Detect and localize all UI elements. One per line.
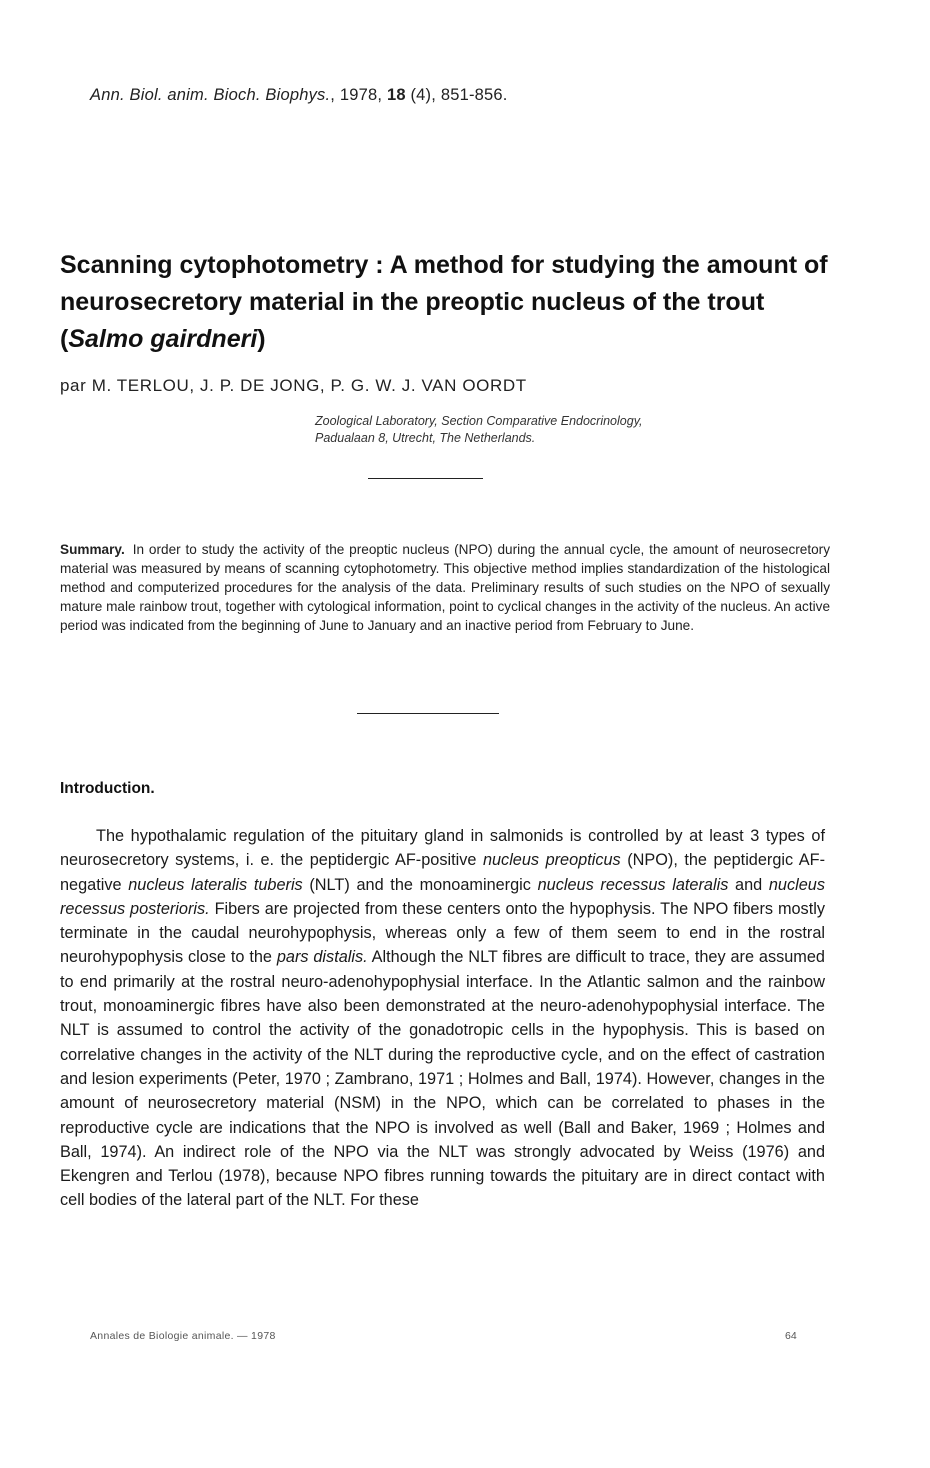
introduction-paragraph bbox=[60, 824, 825, 1213]
summary-paragraph bbox=[60, 540, 830, 635]
author-list: par M. TERLOU, J. P. DE JONG, P. G. W. J. VAN OORDT bbox=[60, 376, 527, 395]
affiliation-line-1: Zoological Laboratory, Section Comparative Endocrinology, bbox=[315, 414, 643, 428]
intro-term-5: pars distalis. bbox=[276, 948, 368, 967]
intro-text-6: Although the NLT fibres are difficult to trace, they are assumed to end primarily at the rostral neuro-adenohypophysial interface. In the Atlantic salmon and the rainbow trout, monoaminergic fibres have also been demonstrated at the neuro-adenohypophysial interface. The NLT is assumed to control the activity of the gonadotropic cells in the hypophysis. This is based on correlative changes in the activity of the NLT during the reproductive cycle, and on the effect of castration and lesion experiments (Peter, 1970 ; Zambrano, 1971 ; Holmes and Ball, 1974). However, changes in the amount of neurosecretory material (NSM) in the NPO, which can be correlated to phases in the reproductive cycle are indications that the NPO is involved as well (Ball and Baker, 1969 ; Holmes and Ball, 1974). An indirect role of the NPO via the NLT was strongly advocated by Weiss (1976) and Ekengren and Terlou (1978), because NPO fibres running towards the pituitary are in direct contact with cell bodies of the lateral part of the NLT. For these bbox=[60, 948, 825, 1210]
affiliation bbox=[315, 413, 643, 447]
intro-term-1: nucleus preopticus bbox=[482, 851, 621, 870]
journal-name: Ann. Biol. anim. Bioch. Biophys. bbox=[90, 86, 331, 104]
intro-term-3: nucleus recessus lateralis bbox=[537, 875, 729, 894]
title-close: ) bbox=[257, 325, 266, 353]
intro-text-3: (NLT) and the monoaminergic bbox=[302, 875, 538, 894]
title-text: Scanning cytophotometry : A method for studying the amount of neurosecretory material in the preoptic nucleus of the trout ( bbox=[60, 251, 828, 353]
intro-term-2: nucleus lateralis tuberis bbox=[128, 875, 303, 894]
intro-term-4: nucleus recessus posterioris. bbox=[60, 875, 825, 918]
introduction-heading: Introduction. bbox=[60, 780, 155, 797]
journal-issue-pages: (4), 851-856. bbox=[405, 86, 508, 104]
introduction-body bbox=[60, 824, 825, 1213]
intro-text-4: and bbox=[728, 875, 769, 894]
summary-text: In order to study the activity of the preoptic nucleus (NPO) during the annual cycle, the amount of neurosecretory material was measured by means of scanning cytophotometry. This objective method implies standardization of the histological method and computerized procedures for the analysis of the data. Preliminary results of such studies on the NPO of sexually mature male rainbow trout, together with cytological information, point to cyclical changes in the activity of the nucleus. An active period was indicated from the beginning of June to January and an inactive period from February to June. bbox=[60, 542, 830, 633]
affiliation-line-2: Padualaan 8, Utrecht, The Netherlands. bbox=[315, 431, 536, 445]
title-species: Salmo gairdneri bbox=[68, 325, 258, 353]
divider-bottom bbox=[357, 713, 499, 714]
divider-top bbox=[368, 478, 483, 479]
paper-title bbox=[60, 247, 840, 358]
journal-reference bbox=[90, 86, 508, 105]
footer-journal: Annales de Biologie animale. — 1978 bbox=[90, 1330, 276, 1342]
intro-text-2: (NPO), the peptidergic AF-negative bbox=[60, 851, 825, 894]
intro-text-1: The hypothalamic regulation of the pituitary gland in salmonids is controlled by at least 3 types of neurosecretory systems, i. e. the peptidergic AF-positive bbox=[60, 827, 825, 870]
journal-year: , 1978, bbox=[330, 86, 387, 104]
journal-volume: 18 bbox=[386, 86, 406, 104]
page-number: 64 bbox=[785, 1330, 797, 1342]
summary-label: Summary. bbox=[60, 542, 125, 557]
intro-text-5: Fibers are projected from these centers onto the hypophysis. The NPO fibers mostly terminate in the caudal neurohypophysis, whereas only a few of them seem to end in the rostral neurohypophysis close to the bbox=[60, 899, 825, 967]
